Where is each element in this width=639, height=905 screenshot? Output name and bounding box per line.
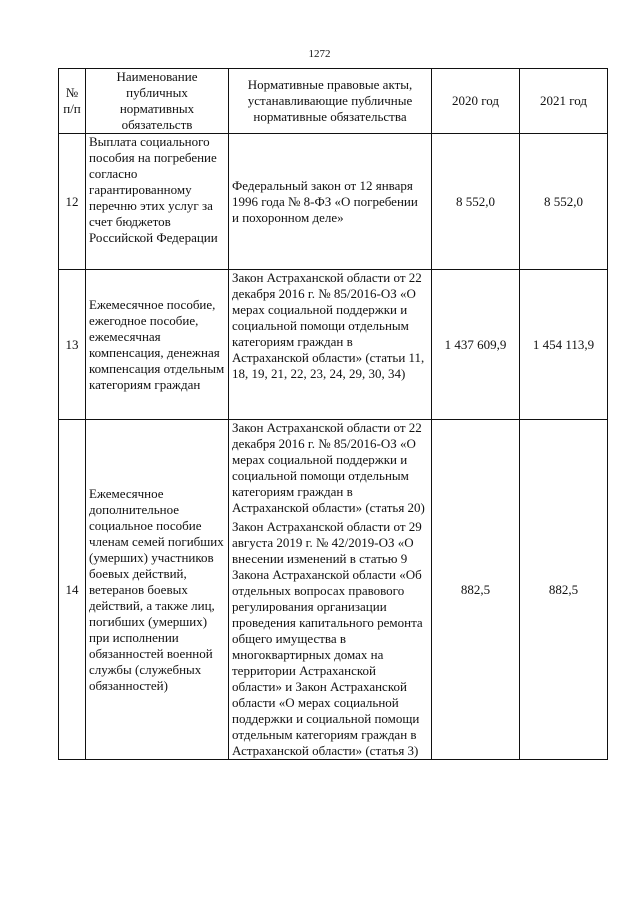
row-num: 13 <box>59 270 86 420</box>
law-reference: Закон Астраханской области от 22 декабря 2016 г. № 85/2016-ОЗ «О мерах социальной поддержки и социальной помощи отдельным категориям граждан в Астраханской области» (статьи 11, 18, 19, 21, 22, 23, 24, 29, 30, 34) <box>232 270 425 381</box>
header-row <box>59 69 608 134</box>
law-reference: Закон Астраханской области от 29 августа 2019 г. № 42/2019-ОЗ «О внесении изменений в статью 9 Закона Астраханской области «Об отдельных вопросах правового регулирования организации проведения капитального ремонта общего имущества в многоквартирных домах на территории Астраханской области» и Закон Астраханской области «О мерах социальной поддержки и социальной помощи отдельным категориям граждан в Астраханской области» (статья 3) <box>232 519 423 758</box>
row-num: 12 <box>59 134 86 270</box>
row-acts <box>229 420 432 760</box>
row-name: Ежемесячное дополнительное социальное пособие членам семей погибших (умерших) участников боевых действий, ветеранов боевых действий, а также лиц, погибших (умерших) при исполнении обязанностей военной службы (служебных обязанностей) <box>86 420 229 760</box>
row-acts <box>229 134 432 270</box>
row-acts <box>229 270 432 420</box>
header-acts: Нормативные правовые акты, устанавливающие публичные нормативные обязательства <box>229 69 432 134</box>
row-name: Ежемесячное пособие, ежегодное пособие, ежемесячная компенсация, денежная компенсация отдельным категориям граждан <box>86 270 229 420</box>
row-value-2020: 882,5 <box>432 420 520 760</box>
row-value-2021: 8 552,0 <box>520 134 608 270</box>
row-name: Выплата социального пособия на погребение согласно гарантированному перечню этих услуг за счет бюджетов Российской Федерации <box>86 134 229 270</box>
page-number: 1272 <box>308 48 331 60</box>
header-num: № п/п <box>59 69 86 134</box>
table-row <box>59 134 608 270</box>
obligations-table <box>58 68 608 760</box>
row-value-2020: 8 552,0 <box>432 134 520 270</box>
header-2020: 2020 год <box>432 69 520 134</box>
row-num: 14 <box>59 420 86 760</box>
table-row <box>59 270 608 420</box>
law-reference: Закон Астраханской области от 22 декабря 2016 г. № 85/2016-ОЗ «О мерах социальной поддержки и социальной помощи отдельным категориям граждан в Астраханской области» (статья 20) <box>232 420 425 515</box>
table-row <box>59 420 608 760</box>
row-value-2021: 1 454 113,9 <box>520 270 608 420</box>
header-2021: 2021 год <box>520 69 608 134</box>
law-reference: Федеральный закон от 12 января 1996 года № 8-ФЗ «О погребении и похоронном деле» <box>232 177 418 225</box>
row-value-2020: 1 437 609,9 <box>432 270 520 420</box>
header-name: Наименование публичных нормативных обязательств <box>86 69 229 134</box>
row-value-2021: 882,5 <box>520 420 608 760</box>
